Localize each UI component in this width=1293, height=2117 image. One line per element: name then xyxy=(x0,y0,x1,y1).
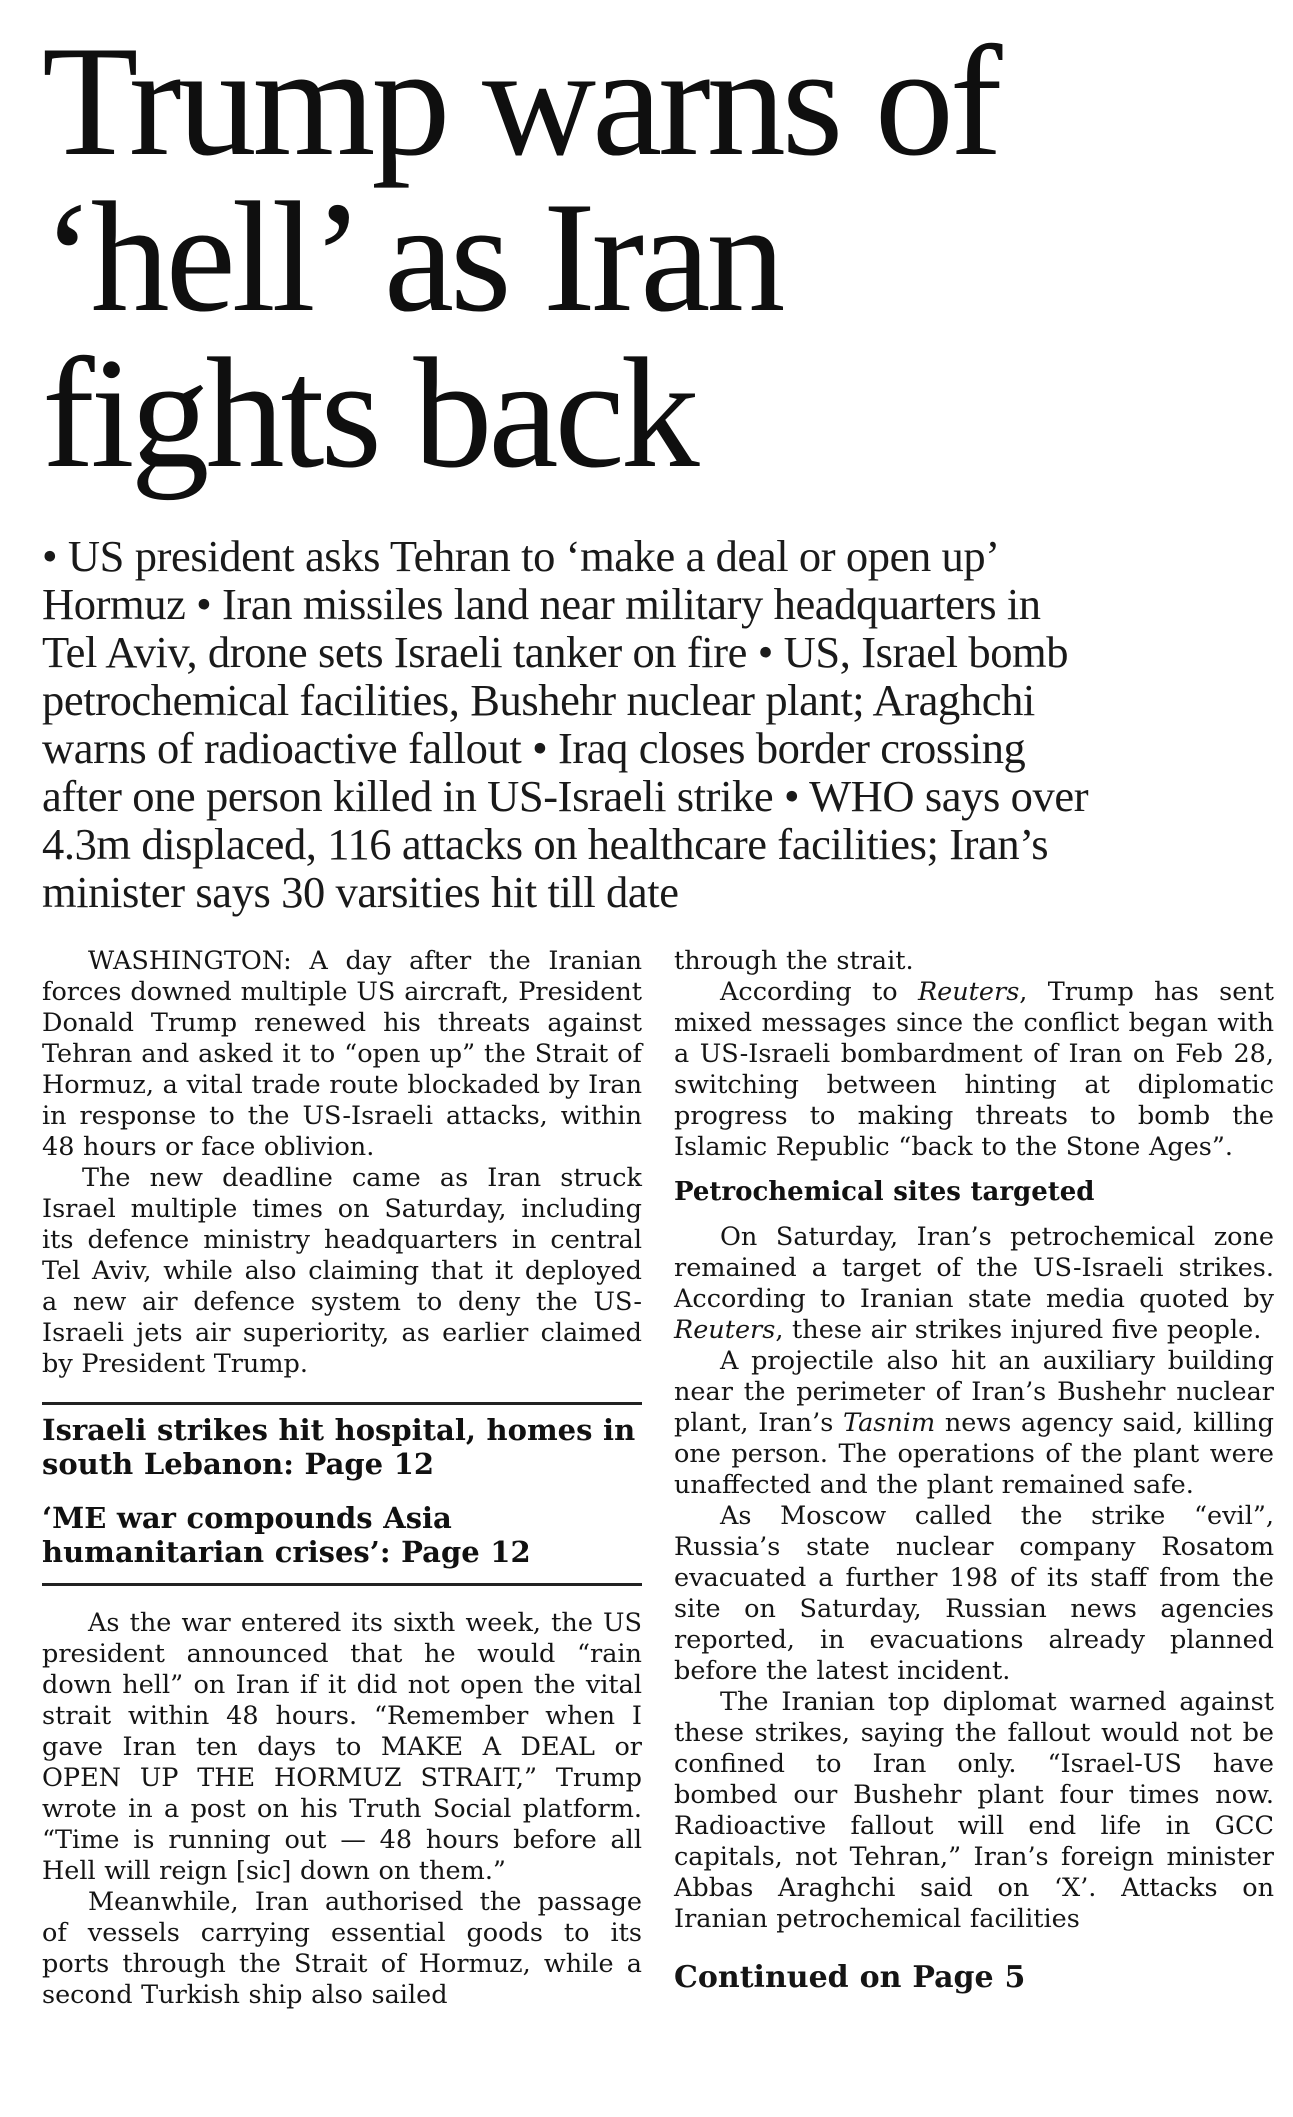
deck-line-5: warns of radioactive fallout • Iraq closes border crossing xyxy=(42,723,1026,773)
headline-line-1: Trump warns of xyxy=(42,14,999,189)
headline xyxy=(42,14,1272,501)
deck-line-8: minister says 30 varsities hit till date xyxy=(42,867,679,917)
text-run: A projectile also hit an auxiliary building near the perimeter of Iran’s Bushehr nuclear plant, Iran’s xyxy=(674,1346,1274,1438)
body-paragraph: through the strait. xyxy=(674,946,914,976)
article-column-left xyxy=(42,946,642,2011)
deck-line-2: Hormuz • Iran missiles land near military headquarters in xyxy=(42,579,1041,629)
deck-line-1: • US president asks Tehran to ‘make a deal or open up’ xyxy=(42,531,1000,581)
deck-line-6: after one person killed in US-Israeli strike • WHO says over xyxy=(42,771,1089,821)
continued-on-page-link[interactable]: Continued on Page 5 xyxy=(674,1960,1026,1995)
headline-line-2: ‘hell’ as Iran xyxy=(42,170,782,345)
body-paragraph xyxy=(674,1346,1274,1501)
cross-reference-link[interactable]: ‘ME war compounds Asia humanitarian crises’: Page 12 xyxy=(42,1501,531,1569)
headline-line-3: fights back xyxy=(42,326,696,501)
cross-reference-box xyxy=(42,1402,642,1586)
body-paragraph xyxy=(674,1222,1274,1346)
body-paragraph: WASHINGTON: A day after the Iranian forces downed multiple US aircraft, President Donald Trump renewed his threats against Tehran and asked it to “open up” the Strait of Hormuz, a vital trade route blockaded by Iran in response to the US-Israeli attacks, within 48 hours or face oblivion. xyxy=(42,946,642,1162)
body-paragraph: As the war entered its sixth week, the US president announced that he would “rain down hell” on Iran if it did not open the vital strait within 48 hours. “Remember when I gave Iran ten days to MAKE A DEAL or OPEN UP THE HORMUZ STRAIT,” Trump wrote in a post on his Truth Social platform. “Time is running out — 48 hours before all Hell will reign [sic] down on them.” xyxy=(42,1608,642,1886)
text-run: On Saturday, Iran’s petrochemical zone remained a target of the US-Israeli strikes. According to Iranian state media quoted by xyxy=(674,1222,1274,1314)
source-name: Reuters xyxy=(917,977,1020,1007)
cross-reference-link[interactable]: Israeli strikes hit hospital, homes in south Lebanon: Page 12 xyxy=(42,1413,636,1481)
deck-line-3: Tel Aviv, drone sets Israeli tanker on fire • US, Israel bomb xyxy=(42,627,1069,677)
text-run: news agency said, killing one person. The operations of the plant were unaffected and the plant remained safe. xyxy=(674,1408,1274,1500)
body-paragraph: As Moscow called the strike “evil”, Russia’s state nuclear company Rosatom evacuated a further 198 of its staff from the site on Saturday, Russian news agencies reported, in evacuations already planned before the latest incident. xyxy=(674,1501,1274,1686)
body-paragraph xyxy=(674,977,1274,1163)
deck-line-7: 4.3m displaced, 116 attacks on healthcare facilities; Iran’s xyxy=(42,819,1049,869)
source-name: Reuters xyxy=(674,1315,776,1345)
deck-line-4: petrochemical facilities, Bushehr nuclear plant; Araghchi xyxy=(42,675,1035,725)
text-run: , Trump has sent mixed messages since the conflict began with a US-Israeli bombardment of Iran on Feb 28, switching between hinting at diplomatic progress to making threats to bomb the Islamic Republic “back to the Stone Ages”. xyxy=(674,977,1275,1162)
text-run: , these air strikes injured five people. xyxy=(775,1315,1262,1345)
deck-summary xyxy=(42,532,1272,916)
source-name: Tasnim xyxy=(843,1408,936,1438)
text-run: According to xyxy=(720,977,918,1007)
body-paragraph: Meanwhile, Iran authorised the passage of vessels carrying essential goods to its ports through the Strait of Hormuz, while a second Turkish ship also sailed xyxy=(42,1887,642,2010)
article-column-right xyxy=(674,946,1274,1995)
body-paragraph: The new deadline came as Iran struck Israel multiple times on Saturday, including its defence ministry headquarters in central Tel Aviv, while also claiming that it deployed a new air defence system to deny the US-Israeli jets air superiority, as earlier claimed by President Trump. xyxy=(42,1163,642,1379)
body-paragraph: The Iranian top diplomat warned against these strikes, saying the fallout would not be confined to Iran only. “Israel-US have bombed our Bushehr plant four times now. Radioactive fallout will end life in GCC capitals, not Tehran,” Iran’s foreign minister Abbas Araghchi said on ‘X’. Attacks on Iranian petrochemical facilities xyxy=(674,1687,1274,1934)
section-subhead: Petrochemical sites targeted xyxy=(674,1177,1095,1207)
